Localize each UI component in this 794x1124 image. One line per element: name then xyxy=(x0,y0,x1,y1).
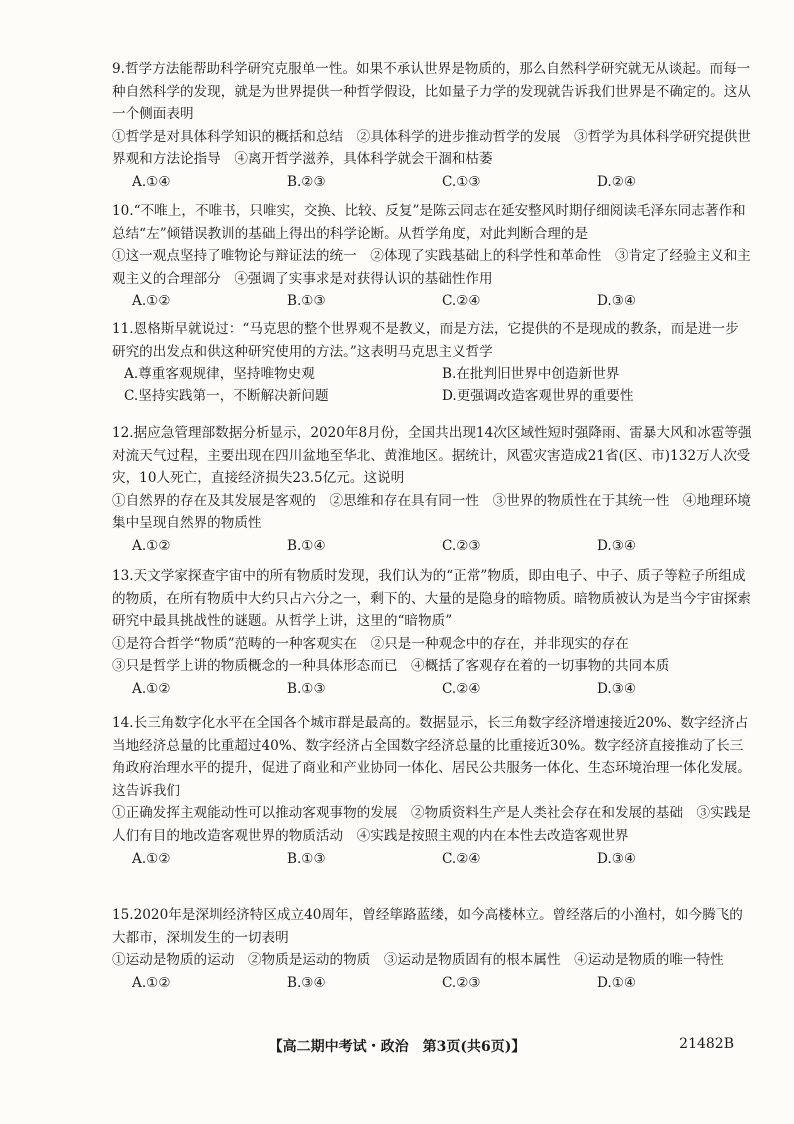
statement-line: ①正确发挥主观能动性可以推动客观事物的发展 ②物质资料生产是人类社会存在和发展的基础 ③实践是人们有目的地改造客观世界的物质活动 ④实践是按照主观的内在本性去改造客观世界 xyxy=(112,805,751,844)
option-c: C.②④ xyxy=(442,680,481,697)
option-c: C.②④ xyxy=(442,850,481,867)
option-b: B.①③ xyxy=(287,680,326,697)
question-9 xyxy=(112,58,752,193)
question-stem: 13.天文学家探查宇宙中的所有物质时发现，我们认为的“正常”物质，即由电子、中子、质子等粒子所组成的物质，在所有物质中大约只占六分之一，剩下的、大量的是隐身的暗物质。暗物质被认为是当今宇宙探索研究中最具挑战性的谜题。从哲学上讲，这里的“暗物质” xyxy=(112,568,751,630)
option-b: B.①③ xyxy=(287,293,326,310)
statement-line: ①哲学是对具体科学知识的概括和总结 ②具体科学的进步推动哲学的发展 ③哲学为具体科学研究提供世界观和方法论指导 ④离开哲学滋养，具体科学就会干涸和枯萎 xyxy=(112,128,751,168)
option-a: A.①② xyxy=(132,293,171,310)
paper-code: 21482B xyxy=(679,1036,734,1052)
question-13 xyxy=(112,565,752,700)
option-d: D.③④ xyxy=(597,680,637,697)
option-b: B.在批判旧世界中创造新世界 xyxy=(442,366,620,383)
question-stem: 10.“不唯上，不唯书，只唯实，交换、比较、反复”是陈云同志在延安整风时期仔细阅读毛泽东同志著作和总结“左”倾错误教训的基础上得出的科学论断。从哲学角度，对此判断合理的是 xyxy=(112,203,746,242)
answer-options xyxy=(112,848,752,870)
statement-line: ①是符合哲学“物质”范畴的一种客观实在 ②只是一种观念中的存在，并非现实的存在 xyxy=(112,635,629,652)
question-11 xyxy=(112,318,752,407)
option-c: C.②③ xyxy=(442,537,481,554)
option-d: D.③④ xyxy=(597,537,637,554)
option-c: C.①③ xyxy=(442,173,481,190)
question-stem: 14.长三角数字化水平在全国各个城市群是最高的。数据显示，长三角数字经济增速接近20%、数字经济占当地经济总量的比重超过40%、数字经济占全国数字经济总量的比重接近30%。数字经济直接推动了长三角政府治理水平的提升，促进了商业和产业协同一体化、居民公共服务一体化、生态环境治理一体化发展。这告诉我们 xyxy=(112,715,751,799)
answer-options xyxy=(112,678,752,700)
option-d: D.①④ xyxy=(597,974,637,991)
option-b: B.①④ xyxy=(287,537,326,554)
question-12 xyxy=(112,422,752,557)
option-d: D.③④ xyxy=(597,293,637,310)
answer-options xyxy=(112,290,752,312)
option-d: D.③④ xyxy=(597,850,637,867)
option-a: A.尊重客观规律，坚持唯物史观 xyxy=(124,366,315,383)
option-a: A.①② xyxy=(132,850,171,867)
option-c: C.②③ xyxy=(442,974,481,991)
footer-title: 【高二期中考试・政治 第3页(共6页)】 xyxy=(268,1039,526,1055)
question-stem: 9.哲学方法能帮助科学研究克服单一性。如果不承认世界是物质的，那么自然科学研究就无从谈起。而每一种自然科学的发现，就是为世界提供一种哲学假设，比如量子力学的发现就告诉我们世界是不确定的。这从一个侧面表明 xyxy=(112,61,751,123)
option-b: B.①③ xyxy=(287,850,326,867)
question-10 xyxy=(112,200,752,312)
option-b: B.②③ xyxy=(287,173,326,190)
statement-line: ③只是哲学上讲的物质概念的一种具体形态而已 ④概括了客观存在着的一切事物的共同本质 xyxy=(112,658,670,675)
statement-line: ①运动是物质的运动 ②物质是运动的物质 ③运动是物质固有的根本属性 ④运动是物质的唯一特性 xyxy=(112,952,724,969)
option-a: A.①④ xyxy=(132,173,171,190)
statement-line: ①自然界的存在及其发展是客观的 ②思维和存在具有同一性 ③世界的物质性在于其统一性 ④地理环境集中呈现自然界的物质性 xyxy=(112,492,751,532)
option-c: C.②④ xyxy=(442,293,481,310)
answer-options-row-2 xyxy=(112,385,752,407)
option-a: A.①② xyxy=(132,974,171,991)
question-stem: 12.据应急管理部数据分析显示，2020年8月份，全国共出现14次区域性短时强降雨、雷暴大风和冰雹等强对流天气过程，主要出现在四川盆地至华北、黄淮地区。据统计，风雹灾害造成21省(区、市)132万人次受灾，10人死亡，直接经济损失23.5亿元。这说明 xyxy=(112,425,752,487)
option-a: A.①② xyxy=(132,537,171,554)
option-b: B.③④ xyxy=(287,974,326,991)
question-stem: 11.恩格斯早就说过：“马克思的整个世界观不是教义，而是方法，它提供的不是现成的教条，而是进一步研究的出发点和供这种研究使用的方法。”这表明马克思主义哲学 xyxy=(112,321,739,360)
answer-options xyxy=(112,535,752,557)
question-stem: 15.2020年是深圳经济特区成立40周年，曾经筚路蓝缕，如今高楼林立。曾经落后的小渔村，如今腾飞的大都市，深圳发生的一切表明 xyxy=(112,907,743,946)
answer-options-row-1 xyxy=(112,363,752,385)
page-footer xyxy=(0,1036,794,1060)
answer-options xyxy=(112,171,752,193)
option-d: D.更强调改造客观世界的重要性 xyxy=(442,388,634,405)
option-c: C.坚持实践第一，不断解决新问题 xyxy=(124,388,329,405)
option-a: A.①② xyxy=(132,680,171,697)
question-15 xyxy=(112,904,752,994)
question-14 xyxy=(112,712,752,870)
statement-line: ①这一观点坚持了唯物论与辩证法的统一 ②体现了实践基础上的科学性和革命性 ③肯定了经验主义和主观主义的合理部分 ④强调了实事求是对获得认识的基础性作用 xyxy=(112,248,751,287)
answer-options xyxy=(112,972,752,994)
option-d: D.②④ xyxy=(597,173,637,190)
